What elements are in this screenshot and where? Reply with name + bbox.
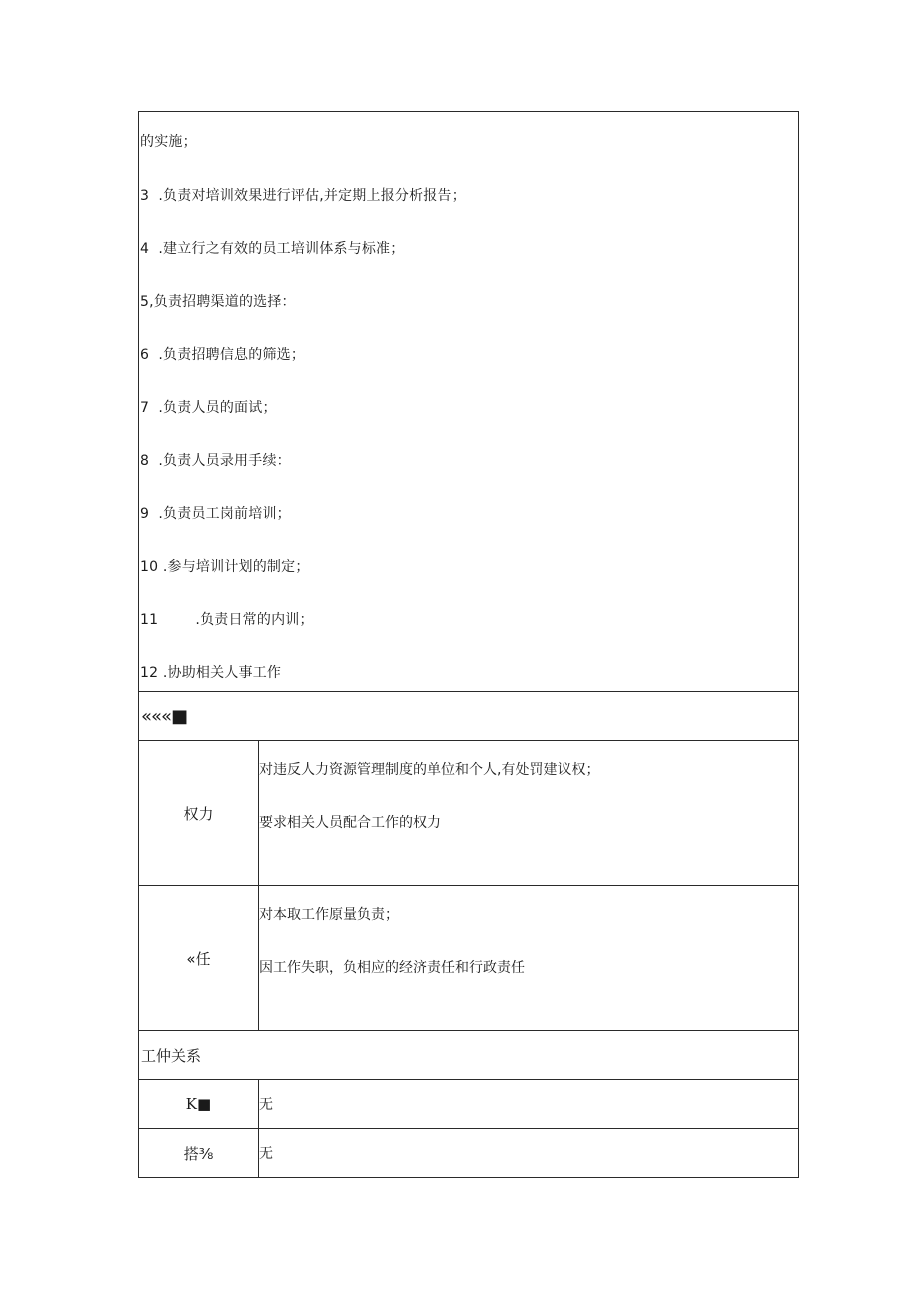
relations-row xyxy=(139,1128,798,1177)
section-glyph-header: «««■ xyxy=(139,691,798,740)
authority-content xyxy=(259,741,798,885)
duty-line: 5,负责招聘渠道的选择： xyxy=(140,294,296,310)
responsibility-line: 因工作失职，负相应的经济责任和行政责任 xyxy=(259,960,525,976)
duty-line: 4 .建立行之有效的员工培训体系与标准； xyxy=(140,241,405,257)
duties-cell xyxy=(139,112,798,691)
duty-line: 11 .负责日常的内训； xyxy=(140,612,314,628)
relations-label: K■ xyxy=(139,1080,259,1128)
relations-value: 无 xyxy=(259,1146,273,1162)
relations-value: 无 xyxy=(259,1097,273,1113)
authority-line: 对违反人力资源管理制度的单位和个人,有处罚建议权； xyxy=(259,762,600,778)
duty-line: 9 .负责员工岗前培训； xyxy=(140,506,291,522)
authority-line: 要求相关人员配合工作的权力 xyxy=(259,815,441,831)
duty-line: 的实施； xyxy=(140,134,197,150)
authority-label: 权力 xyxy=(139,741,259,885)
responsibility-row xyxy=(139,885,798,1030)
duty-line: 8 .负责人员录用手续： xyxy=(140,453,291,469)
relations-row xyxy=(139,1079,798,1128)
duty-line: 7 .负责人员的面试； xyxy=(140,400,277,416)
duty-line: 10 .参与培训计划的制定； xyxy=(140,559,310,575)
authority-row xyxy=(139,740,798,885)
responsibility-content xyxy=(259,886,798,1030)
relations-label: 搭⅜ xyxy=(139,1129,259,1177)
responsibility-label: «任 xyxy=(139,886,259,1030)
duty-line: 6 .负责招聘信息的筛选； xyxy=(140,347,306,363)
duty-line: 12 .协助相关人事工作 xyxy=(140,665,282,681)
responsibility-line: 对本取工作原量负责； xyxy=(259,907,399,923)
duty-line: 3 .负责对培训效果进行评估,并定期上报分析报告； xyxy=(140,188,466,204)
relations-header: 工仲关系 xyxy=(139,1030,798,1079)
job-description-table xyxy=(138,111,799,1178)
